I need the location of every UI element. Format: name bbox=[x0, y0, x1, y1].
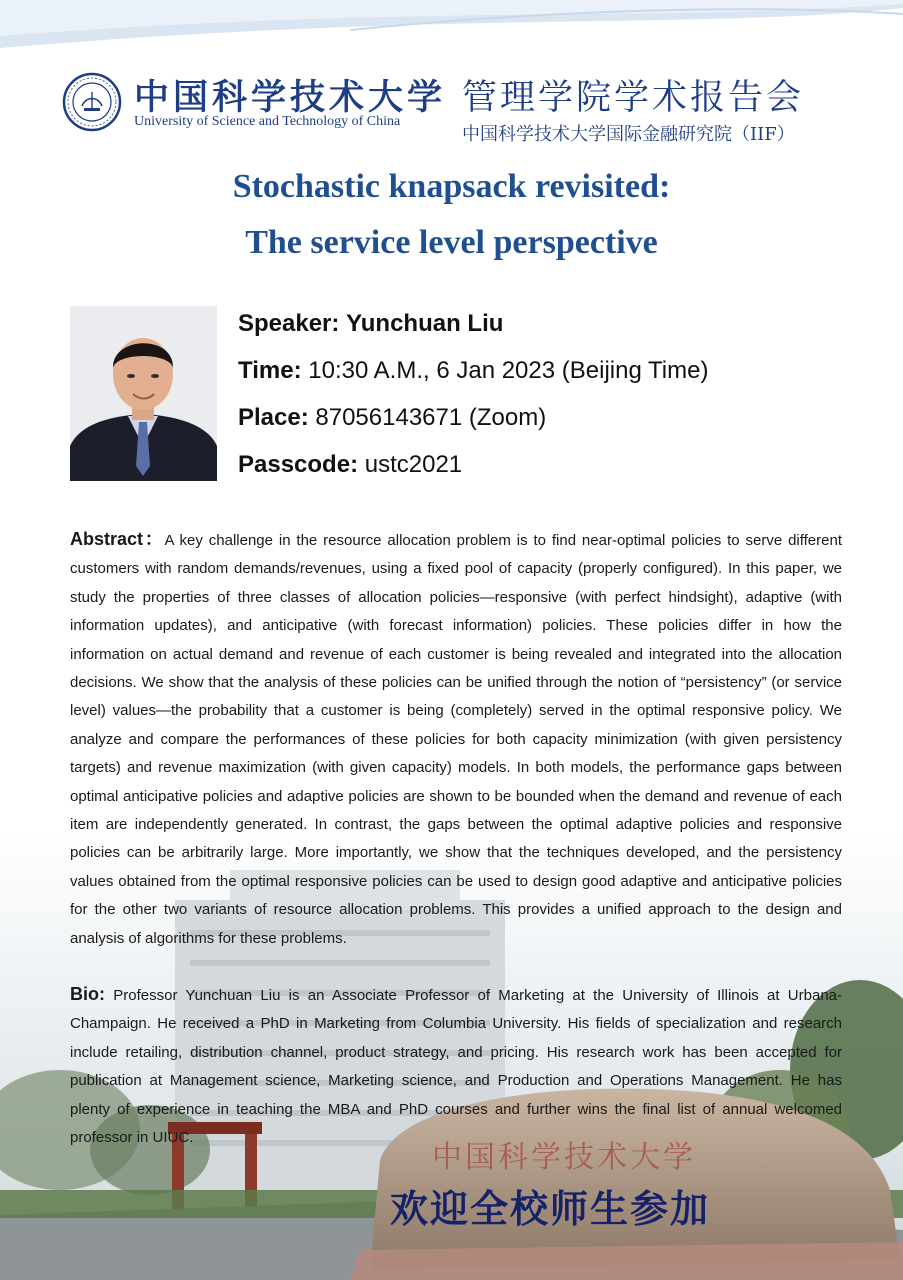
institute-name: 中国科学技术大学国际金融研究院（IIF） bbox=[462, 124, 795, 145]
university-name-en: University of Science and Technology of China bbox=[134, 114, 401, 129]
abstract-text: A key challenge in the resource allocation problem is to find near-optimal policies to serve different customers with random demands/revenues, using a fixed pool of capacity (properly configured). In this paper, we study the properties of three classes of allocation policies—responsive (with perfect hindsight), adaptive (with information updates), and anticipative (with forecast information) policies. These policies differ in how the information on actual demand and revenue of each customer is being revealed and integrated into the allocation decisions. We show that the analysis of these policies can be unified through the notion of “persistency” (or service level) values—the probability that a customer is being (completely) served in the optimal responsive policy. We analyze and compare the performances of these policies for both capacity minimization (with given persistency targets) and revenue maximization (with given capacity) models. In both models, the performance gaps between optimal anticipative policies and adaptive policies are shown to be bounded when the demand and revenue of each item are independently generated. In contrast, the gaps between the optimal adaptive policies and responsive policies can be arbitrarily large. More importantly, we show that the techniques developed, and the persistency values obtained from the optimal responsive policies can be used to design good adaptive and anticipative policies for the other two variants of resource allocation problems. This provides a unified approach to the design and analysis of algorithms for these problems. bbox=[70, 532, 842, 947]
abstract-paragraph bbox=[70, 525, 842, 953]
welcome-message: 欢迎全校师生参加 bbox=[390, 1186, 711, 1231]
talk-title-line-2: The service level perspective bbox=[245, 224, 658, 261]
speaker-label: Speaker: bbox=[238, 310, 340, 337]
speaker-line bbox=[238, 310, 503, 338]
top-wave-decoration bbox=[0, 0, 903, 60]
ustc-seal-logo bbox=[62, 72, 122, 132]
place-label: Place: bbox=[238, 404, 309, 431]
talk-title-line-1: Stochastic knapsack revisited: bbox=[232, 168, 671, 205]
bio-label: Bio: bbox=[70, 984, 105, 1004]
speaker-name: Yunchuan Liu bbox=[346, 310, 504, 337]
time-line bbox=[238, 357, 708, 385]
stone-inscription: 中国科学技术大学 bbox=[432, 1140, 696, 1175]
speaker-photo bbox=[70, 306, 217, 481]
place-value: 87056143671 (Zoom) bbox=[315, 404, 547, 431]
bio-text: Professor Yunchuan Liu is an Associate Professor of Marketing at the University of Illinois at Urbana-Champaign. He received a PhD in Marketing from Columbia University. His fields of specialization and research include retailing, distribution channel, product strategy, and pricing. His research work has been accepted for publication at Management science, Marketing science, and Production and Operations Management. He has plenty of experience in teaching the MBA and PhD courses and further wins the final list of annual welcomed professor in UIUC. bbox=[70, 987, 842, 1147]
school-seminar-title: 管理学院学术报告会 bbox=[462, 78, 805, 118]
passcode-line bbox=[238, 451, 462, 479]
passcode-value: ustc2021 bbox=[364, 451, 463, 478]
time-label: Time: bbox=[238, 357, 302, 384]
university-name-cn: 中国科学技术大学 bbox=[134, 77, 447, 118]
time-value: 10:30 A.M., 6 Jan 2023 (Beijing Time) bbox=[308, 357, 709, 384]
abstract-label: Abstract： bbox=[70, 529, 165, 549]
passcode-label: Passcode: bbox=[238, 451, 359, 478]
bio-paragraph bbox=[70, 980, 842, 1152]
place-line bbox=[238, 404, 546, 432]
